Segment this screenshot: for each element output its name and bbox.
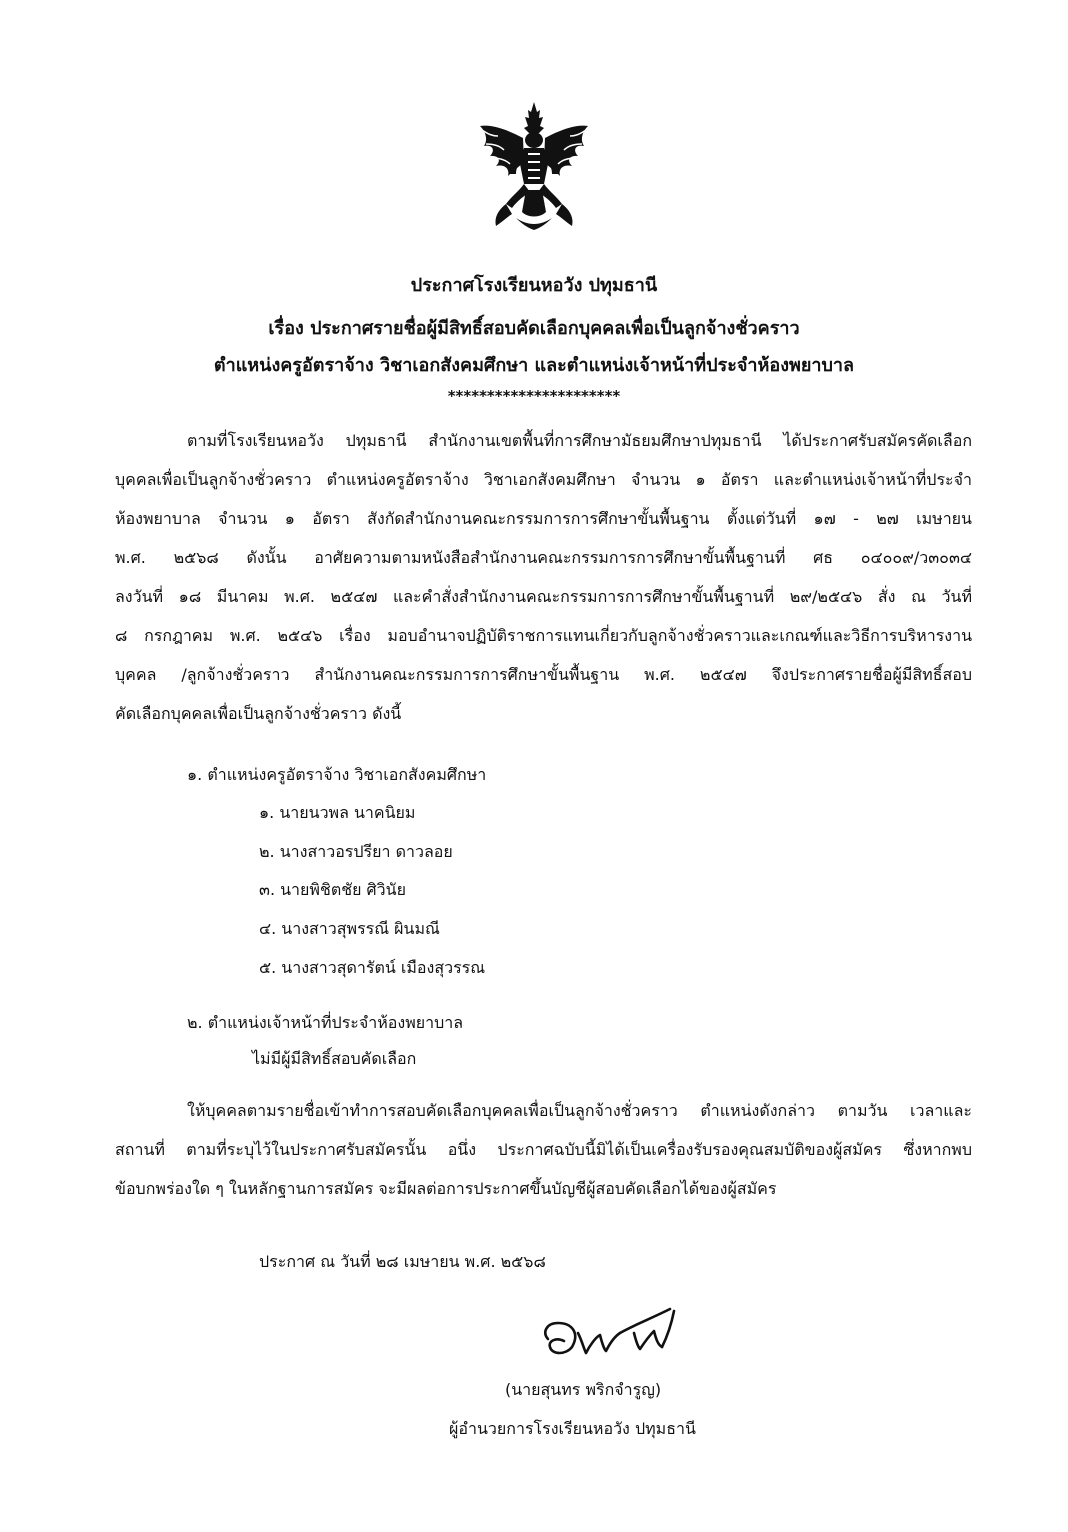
paragraph-line: สถานที่ ตามที่ระบุไว้ในประกาศรับสมัครนั้น อนึ่ง ประกาศฉบับนี้มิได้เป็นเครื่องรับรองคุณสมบัติของผู้สมัคร ซึ่งหากพบ [115, 1140, 972, 1159]
candidate-item: ๕. นางสาวสุดารัตน์ เมืองสุวรรณ [259, 958, 486, 977]
candidate-item: ๓. นายพิชิตชัย ศิวินัย [259, 880, 406, 899]
intro-paragraph [115, 421, 972, 733]
paragraph-line: ข้อบกพร่องใด ๆ ในหลักฐานการสมัคร จะมีผลต่อการประกาศขึ้นบัญชีผู้สอบคัดเลือกได้ของผู้สมัคร [115, 1179, 777, 1198]
heading-positions: ตำแหน่งครูอัตราจ้าง วิชาเอกสังคมศึกษา และตำแหน่งเจ้าหน้าที่ประจำห้องพยาบาล [213, 355, 855, 376]
handwritten-signature [538, 1303, 686, 1371]
paragraph-line: ตามที่โรงเรียนหอวัง ปทุมธานี สำนักงานเขตพื้นที่การศึกษามัธยมศึกษาปทุมธานี ได้ประกาศรับสมัครคัดเลือก [187, 431, 972, 450]
candidate-item: ๑. นายนวพล นาคนิยม [259, 803, 416, 822]
signatory-title: ผู้อำนวยการโรงเรียนหอวัง ปทุมธานี [449, 1419, 696, 1438]
garuda-emblem-icon [476, 100, 592, 232]
closing-paragraph [115, 1091, 972, 1208]
signatory-name: (นายสุนทร พริกจำรูญ) [505, 1380, 662, 1399]
paragraph-line: พ.ศ. ๒๕๖๘ ดังนั้น อาศัยความตามหนังสือสำนักงานคณะกรรมการการศึกษาขั้นพื้นฐานที่ ศธ ๐๔๐๐๙/ว๓๐๓๔ [115, 548, 972, 567]
paragraph-line: ห้องพยาบาล จำนวน ๑ อัตรา สังกัดสำนักงานคณะกรรมการการศึกษาขั้นพื้นฐาน ตั้งแต่วันที่ ๑๗ - ๒๗ เมษายน [115, 509, 972, 528]
paragraph-line: ลงวันที่ ๑๘ มีนาคม พ.ศ. ๒๕๔๗ และคำสั่งสำนักงานคณะกรรมการการศึกษาขั้นพื้นฐานที่ ๒๙/๒๕๔๖ สั่ง ณ วันที่ [115, 587, 972, 606]
position-2-note: ไม่มีผู้มีสิทธิ์สอบคัดเลือก [252, 1049, 417, 1068]
paragraph-line: ให้บุคคลตามรายชื่อเข้าทำการสอบคัดเลือกบุคคลเพื่อเป็นลูกจ้างชั่วคราว ตำแหน่งดังกล่าว ตามวัน เวลาและ [187, 1101, 972, 1120]
paragraph-line: ๘ กรกฎาคม พ.ศ. ๒๕๔๖ เรื่อง มอบอำนาจปฏิบัติราชการแทนเกี่ยวกับลูกจ้างชั่วคราวและเกณฑ์และวิธีการบริหารงาน [115, 626, 972, 645]
candidate-item: ๒. นางสาวอรปรียา ดาวลอย [259, 842, 453, 861]
candidate-item: ๔. นางสาวสุพรรณี ผินมณี [259, 919, 440, 938]
position-1-title: ๑. ตำแหน่งครูอัตราจ้าง วิชาเอกสังคมศึกษา [187, 765, 487, 784]
paragraph-line: บุคคลเพื่อเป็นลูกจ้างชั่วคราว ตำแหน่งครูอัตราจ้าง วิชาเอกสังคมศึกษา จำนวน ๑ อัตรา และตำแหน่งเจ้าหน้าที่ประจำ [115, 470, 972, 489]
heading-school: ประกาศโรงเรียนหอวัง ปทุมธานี [410, 275, 658, 296]
heading-subject: เรื่อง ประกาศรายชื่อผู้มีสิทธิ์สอบคัดเลือกบุคคลเพื่อเป็นลูกจ้างชั่วคราว [268, 318, 800, 339]
announce-date: ประกาศ ณ วันที่ ๒๘ เมษายน พ.ศ. ๒๕๖๘ [259, 1252, 546, 1271]
paragraph-line: บุคคล /ลูกจ้างชั่วคราว สำนักงานคณะกรรมการการศึกษาขั้นพื้นฐาน พ.ศ. ๒๕๔๗ จึงประกาศรายชื่อผู้มีสิทธิ์สอบ [115, 665, 972, 684]
paragraph-line: คัดเลือกบุคคลเพื่อเป็นลูกจ้างชั่วคราว ดังนี้ [115, 704, 402, 723]
position-2-title: ๒. ตำแหน่งเจ้าหน้าที่ประจำห้องพยาบาล [187, 1013, 464, 1032]
heading-divider: ********************** [447, 387, 621, 405]
